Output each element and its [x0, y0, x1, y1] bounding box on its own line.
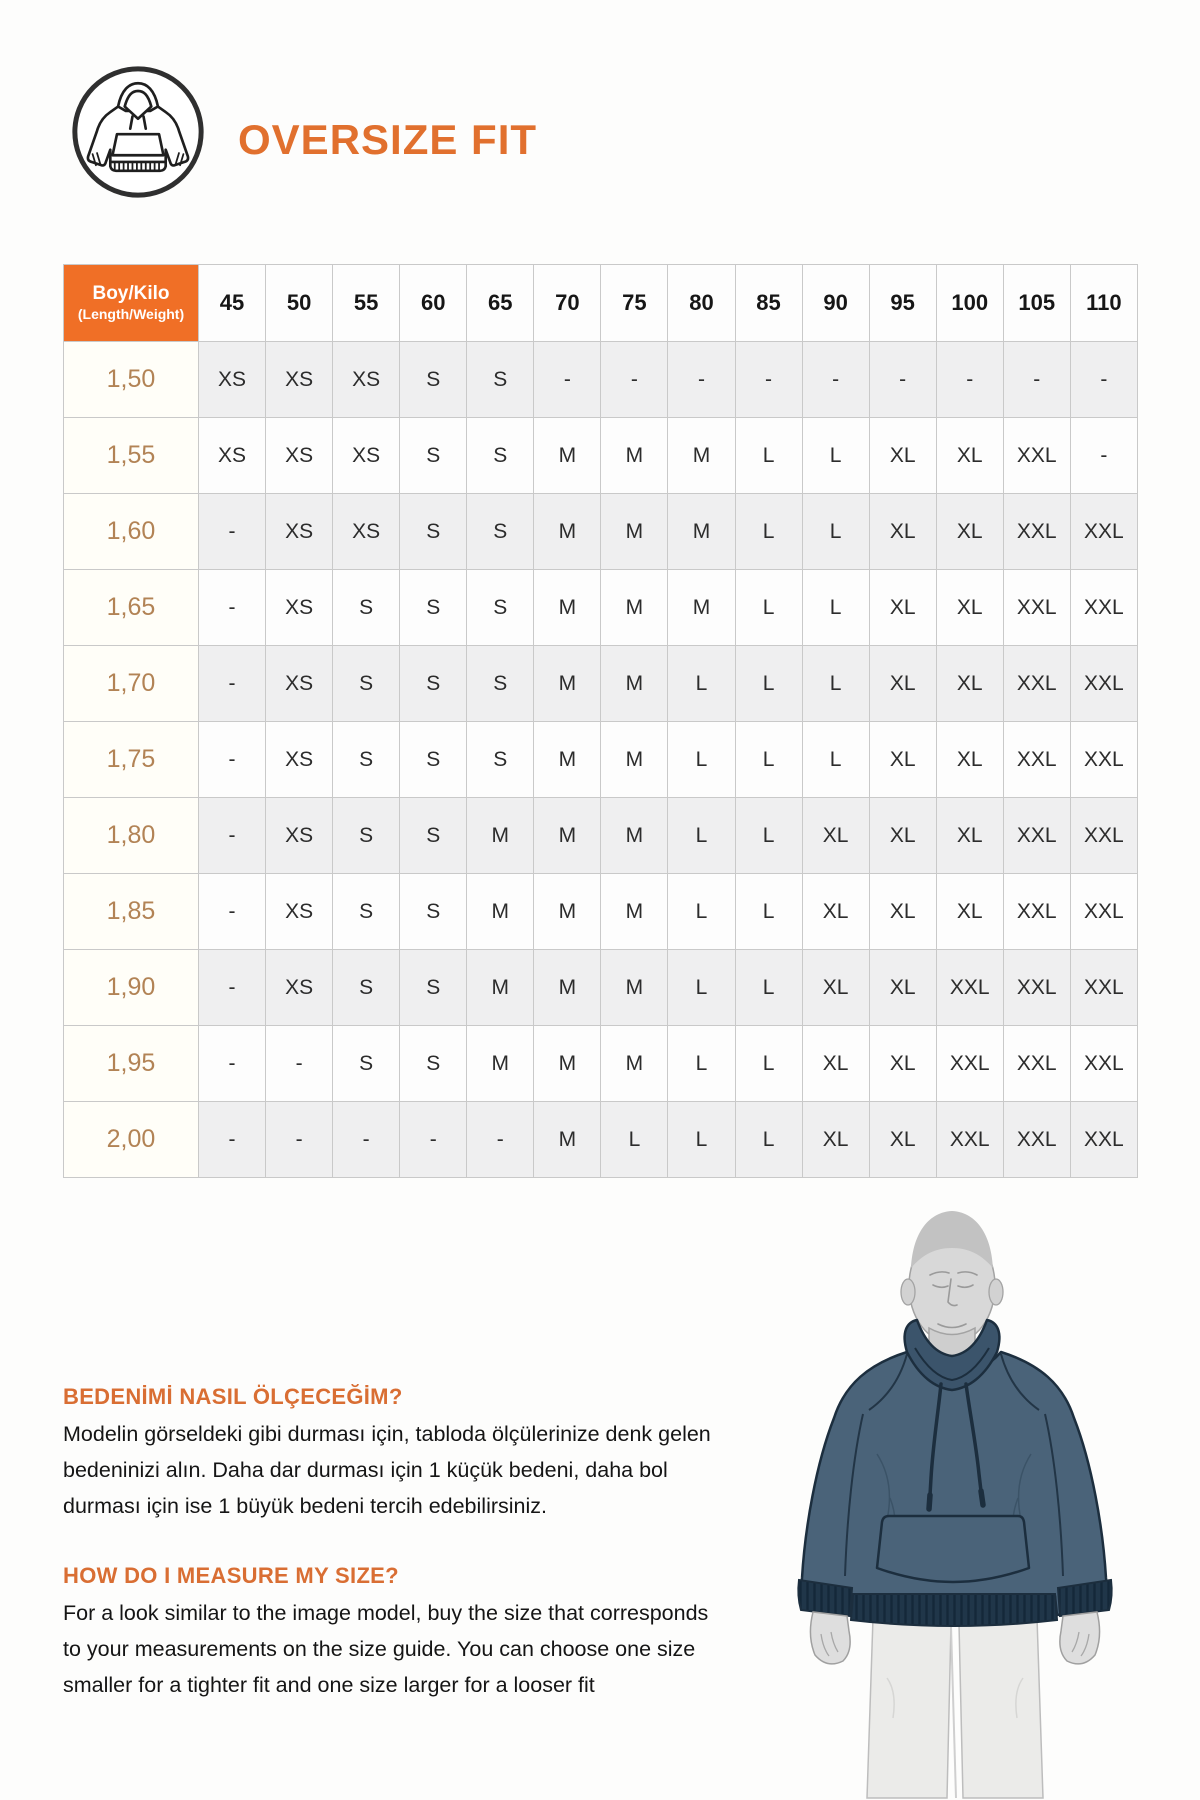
size-cell: - [333, 1102, 400, 1178]
size-cell: M [467, 874, 534, 950]
table-row [64, 722, 1138, 798]
size-cell: XL [869, 1102, 936, 1178]
size-cell: M [534, 494, 601, 570]
size-cell: L [668, 1026, 735, 1102]
size-cell: S [400, 722, 467, 798]
size-cell: M [534, 418, 601, 494]
weight-header-cell: 110 [1070, 265, 1137, 342]
size-cell: L [668, 874, 735, 950]
size-cell: - [199, 798, 266, 874]
size-cell: XS [266, 950, 333, 1026]
size-cell: XL [869, 950, 936, 1026]
size-cell: - [534, 342, 601, 418]
size-cell: XL [936, 798, 1003, 874]
size-cell: XXL [1070, 494, 1137, 570]
weight-header-cell: 50 [266, 265, 333, 342]
section-en-heading: HOW DO I MEASURE MY SIZE? [63, 1563, 399, 1588]
size-cell: M [534, 722, 601, 798]
size-cell: L [802, 570, 869, 646]
size-cell: XXL [1003, 722, 1070, 798]
size-cell: XXL [1070, 1026, 1137, 1102]
size-cell: XL [869, 418, 936, 494]
size-cell: L [802, 494, 869, 570]
page-title: OVERSIZE FIT [238, 116, 538, 163]
size-cell: - [199, 570, 266, 646]
size-cell: - [1070, 418, 1137, 494]
size-cell: XS [266, 646, 333, 722]
height-cell: 1,75 [64, 722, 199, 798]
size-cell: XXL [936, 950, 1003, 1026]
size-cell: - [199, 874, 266, 950]
size-cell: S [333, 1026, 400, 1102]
size-cell: M [534, 646, 601, 722]
size-cell: - [467, 1102, 534, 1178]
size-cell: XL [936, 570, 1003, 646]
size-cell: M [467, 1026, 534, 1102]
weight-header-cell: 45 [199, 265, 266, 342]
weight-header-cell: 100 [936, 265, 1003, 342]
size-cell: XL [869, 1026, 936, 1102]
size-cell: S [467, 342, 534, 418]
table-row [64, 646, 1138, 722]
size-cell: S [333, 950, 400, 1026]
table-row [64, 570, 1138, 646]
size-cell: M [601, 418, 668, 494]
size-cell: XL [802, 1102, 869, 1178]
size-cell: S [467, 418, 534, 494]
size-cell: S [400, 798, 467, 874]
size-cell: S [400, 418, 467, 494]
size-cell: XXL [1003, 418, 1070, 494]
size-cell: XL [869, 722, 936, 798]
table-row [64, 494, 1138, 570]
height-cell: 1,60 [64, 494, 199, 570]
size-cell: M [601, 646, 668, 722]
size-cell: L [735, 494, 802, 570]
size-cell: S [333, 798, 400, 874]
size-cell: M [534, 570, 601, 646]
size-cell: XL [802, 1026, 869, 1102]
size-cell: L [735, 722, 802, 798]
size-cell: - [199, 494, 266, 570]
size-cell: - [936, 342, 1003, 418]
size-cell: XXL [1003, 494, 1070, 570]
size-cell: M [601, 722, 668, 798]
size-cell: S [400, 950, 467, 1026]
size-cell: L [802, 722, 869, 798]
size-cell: L [735, 1102, 802, 1178]
size-cell: XL [936, 722, 1003, 798]
section-tr-body: Modelin görseldeki gibi durması için, tabloda ölçülerinize denk gelen bedeninizi alın. Daha dar durması için 1 küçük bedeni, daha bol durması için ise 1 büyük bedeni tercih edebilirsiniz. [63, 1422, 711, 1518]
size-cell: XS [266, 342, 333, 418]
height-cell: 1,95 [64, 1026, 199, 1102]
table-row [64, 418, 1138, 494]
size-cell: M [467, 950, 534, 1026]
size-cell: XXL [1003, 570, 1070, 646]
size-cell: S [400, 1026, 467, 1102]
weight-header-cell: 80 [668, 265, 735, 342]
size-cell: XXL [936, 1026, 1003, 1102]
size-cell: XS [266, 722, 333, 798]
weight-header-cell: 65 [467, 265, 534, 342]
size-cell: M [601, 798, 668, 874]
weight-header-cell: 70 [534, 265, 601, 342]
size-cell: XS [199, 418, 266, 494]
height-cell: 1,80 [64, 798, 199, 874]
size-cell: S [333, 722, 400, 798]
size-cell: S [400, 570, 467, 646]
size-cell: XS [333, 418, 400, 494]
size-cell: M [668, 418, 735, 494]
size-cell: XXL [1070, 1102, 1137, 1178]
height-cell: 1,55 [64, 418, 199, 494]
size-cell: - [199, 646, 266, 722]
size-cell: - [802, 342, 869, 418]
size-cell: M [534, 874, 601, 950]
size-cell: XXL [1003, 646, 1070, 722]
size-cell: L [735, 418, 802, 494]
size-cell: M [668, 494, 735, 570]
size-cell: XXL [1070, 646, 1137, 722]
size-cell: XL [869, 494, 936, 570]
size-cell: L [802, 646, 869, 722]
size-cell: - [1070, 342, 1137, 418]
size-cell: M [534, 1102, 601, 1178]
size-cell: XS [199, 342, 266, 418]
size-cell: - [199, 1102, 266, 1178]
table-row [64, 874, 1138, 950]
size-cell: XXL [1070, 874, 1137, 950]
size-cell: S [467, 722, 534, 798]
size-cell: XS [266, 798, 333, 874]
size-cell: L [668, 646, 735, 722]
size-cell: XL [802, 950, 869, 1026]
size-cell: XS [333, 342, 400, 418]
size-cell: L [601, 1102, 668, 1178]
size-cell: S [333, 874, 400, 950]
height-cell: 1,70 [64, 646, 199, 722]
size-cell: XXL [1070, 570, 1137, 646]
size-cell: XL [869, 798, 936, 874]
size-cell: S [333, 570, 400, 646]
size-cell: L [735, 950, 802, 1026]
size-cell: M [601, 494, 668, 570]
size-cell: M [601, 874, 668, 950]
size-cell: XL [869, 646, 936, 722]
size-cell: XL [869, 874, 936, 950]
size-cell: S [400, 342, 467, 418]
table-header-row [64, 265, 1138, 342]
size-cell: S [333, 646, 400, 722]
section-en-body: For a look similar to the image model, buy the size that corresponds to your measurements on the size guide. You can choose one size smaller for a tighter fit and one size larger for a looser fit [63, 1601, 709, 1697]
size-cell: L [668, 950, 735, 1026]
size-cell: L [668, 722, 735, 798]
size-cell: XS [333, 494, 400, 570]
height-cell: 1,50 [64, 342, 199, 418]
size-cell: XXL [936, 1102, 1003, 1178]
table-row [64, 798, 1138, 874]
corner-line1: Boy/Kilo [92, 283, 170, 305]
table-row [64, 342, 1138, 418]
section-tr-heading: BEDENİMİ NASIL ÖLÇECEĞİM? [63, 1384, 403, 1409]
size-cell: S [467, 494, 534, 570]
size-cell: L [668, 1102, 735, 1178]
size-table [63, 264, 1138, 1178]
table-row [64, 1026, 1138, 1102]
size-cell: XL [936, 646, 1003, 722]
size-cell: M [601, 1026, 668, 1102]
size-cell: S [400, 494, 467, 570]
size-cell: XL [802, 798, 869, 874]
weight-header-cell: 75 [601, 265, 668, 342]
size-cell: - [199, 1026, 266, 1102]
height-cell: 2,00 [64, 1102, 199, 1178]
size-cell: L [668, 798, 735, 874]
weight-header-cell: 90 [802, 265, 869, 342]
size-cell: - [735, 342, 802, 418]
corner-header-cell [64, 265, 199, 342]
size-cell: XXL [1003, 950, 1070, 1026]
corner-line2: (Length/Weight) [77, 306, 185, 323]
size-cell: XXL [1003, 874, 1070, 950]
size-table-body [64, 342, 1138, 1178]
size-cell: - [266, 1102, 333, 1178]
size-cell: XS [266, 494, 333, 570]
hoodie-model-illustration [755, 1118, 1160, 1800]
size-cell: XS [266, 570, 333, 646]
size-cell: - [601, 342, 668, 418]
size-cell: L [735, 874, 802, 950]
height-cell: 1,65 [64, 570, 199, 646]
size-cell: M [601, 950, 668, 1026]
weight-header-cell: 105 [1003, 265, 1070, 342]
size-cell: XS [266, 418, 333, 494]
weight-header-cell: 95 [869, 265, 936, 342]
size-cell: S [467, 646, 534, 722]
size-cell: XL [936, 494, 1003, 570]
size-cell: - [199, 722, 266, 798]
weight-header-cell: 85 [735, 265, 802, 342]
height-cell: 1,85 [64, 874, 199, 950]
size-cell: XXL [1003, 1102, 1070, 1178]
size-cell: S [400, 874, 467, 950]
size-cell: L [735, 798, 802, 874]
size-cell: L [735, 646, 802, 722]
weight-header-cell: 55 [333, 265, 400, 342]
size-cell: M [534, 1026, 601, 1102]
height-cell: 1,90 [64, 950, 199, 1026]
size-cell: - [668, 342, 735, 418]
size-cell: - [400, 1102, 467, 1178]
weight-header-cell: 60 [400, 265, 467, 342]
size-cell: XXL [1070, 950, 1137, 1026]
size-cell: L [735, 1026, 802, 1102]
size-cell: M [601, 570, 668, 646]
size-cell: L [802, 418, 869, 494]
table-row [64, 950, 1138, 1026]
size-cell: XXL [1003, 798, 1070, 874]
size-cell: XS [266, 874, 333, 950]
size-cell: M [534, 798, 601, 874]
size-cell: - [869, 342, 936, 418]
size-cell: XXL [1070, 722, 1137, 798]
size-cell: - [1003, 342, 1070, 418]
size-cell: M [467, 798, 534, 874]
size-cell: XL [936, 874, 1003, 950]
size-cell: XL [802, 874, 869, 950]
size-cell: S [400, 646, 467, 722]
size-cell: XXL [1070, 798, 1137, 874]
hoodie-icon [66, 60, 210, 204]
size-cell: L [735, 570, 802, 646]
size-cell: XL [936, 418, 1003, 494]
size-cell: - [199, 950, 266, 1026]
size-cell: S [467, 570, 534, 646]
size-cell: M [668, 570, 735, 646]
size-cell: XL [869, 570, 936, 646]
size-cell: XXL [1003, 1026, 1070, 1102]
size-cell: M [534, 950, 601, 1026]
size-cell: - [266, 1026, 333, 1102]
